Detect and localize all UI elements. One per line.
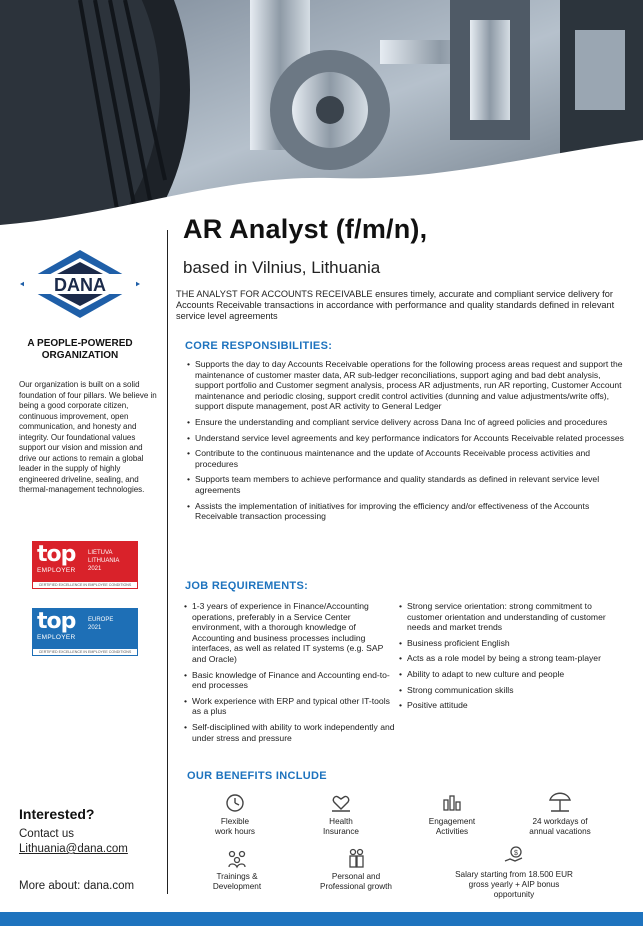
requirements-list-right bbox=[398, 601, 618, 716]
column-divider bbox=[167, 230, 168, 894]
list-item: • Self-disciplined with ability to work independently and under stress and pressure bbox=[183, 722, 399, 743]
job-intro: THE ANALYST FOR ACCOUNTS RECEIVABLE ensures timely, accurate and compliant service delivery for Accounts Receivable transactions in accordance with performance and quality standards defined in relevant service level agreements bbox=[176, 289, 615, 321]
clock-icon bbox=[224, 792, 246, 814]
dana-logo bbox=[18, 248, 142, 320]
interested-heading: Interested? bbox=[19, 806, 95, 822]
svg-text:$: $ bbox=[514, 850, 518, 857]
list-item: • Strong service orientation: strong commitment to customer orientation and understanding of customer needs and market trends bbox=[398, 601, 618, 633]
list-item: • Contribute to the continuous maintenance and the update of Accounts Receivable process activities and procedures bbox=[186, 448, 626, 469]
list-item: • Assists the implementation of initiatives for improving the efficiency and/or effectiveness of the Accounts Receivable transaction processing bbox=[186, 501, 626, 522]
list-item: • Supports the day to day Accounts Receivable operations for the following process areas request and support the maintenance of customer master data, AR sub-ledger reconciliations, support aging and bad debt analysis, support portfolio and Customer segment analysis, process AR adjustments, run AR reporting, Customer Account maintenance and periodic closing, support credit control activities (dunning and value adjustments/write offs), support dispute management, post AR activity to General Ledger bbox=[186, 359, 626, 412]
training-icon bbox=[226, 847, 248, 869]
email-link[interactable]: Lithuania@dana.com bbox=[19, 843, 128, 855]
benefits-heading: OUR BENEFITS INCLUDE bbox=[187, 770, 327, 782]
contact-label: Contact us bbox=[19, 828, 74, 840]
organization-description: Our organization is built on a solid foundation of four pillars. We believe in being a good corporate citizen, continuous improvement, open communication, and honesty and integrity. Our foundational values support our vision and mission and drive our actions to remain a global leader in the supply of highly engineered driveline, sealing, and thermal-management technologies. bbox=[19, 380, 157, 494]
list-item: • Basic knowledge of Finance and Accounting end-to-end processes bbox=[183, 670, 399, 691]
list-item: • Acts as a role model by being a strong team-player bbox=[398, 653, 618, 664]
footer-bar bbox=[0, 912, 643, 926]
job-requirements-heading: JOB REQUIREMENTS: bbox=[185, 580, 309, 592]
benefit-salary: $ Salary starting from 18.500 EUR gross yearly + AIP bonus opportunity bbox=[440, 845, 588, 900]
requirements-list-left bbox=[183, 601, 399, 748]
top-employer-lithuania-badge: top EMPLOYER LIETUVA LITHUANIA 2021 CERTIFIED EXCELLENCE IN EMPLOYEE CONDITIONS bbox=[32, 541, 138, 589]
beach-umbrella-icon bbox=[547, 788, 573, 814]
list-item: • Understand service level agreements and key performance indicators for Accounts Receivable related processes bbox=[186, 433, 626, 444]
list-item: • Positive attitude bbox=[398, 700, 618, 711]
job-location: based in Vilnius, Lithuania bbox=[183, 258, 381, 277]
list-item: • Ability to adapt to new culture and people bbox=[398, 669, 618, 680]
core-responsibilities-heading: CORE RESPONSIBILITIES: bbox=[185, 340, 333, 352]
top-employer-europe-badge: top EMPLOYER EUROPE 2021 CERTIFIED EXCELLENCE IN EMPLOYEE CONDITIONS bbox=[32, 608, 138, 656]
health-icon bbox=[330, 792, 352, 814]
logo-text: DANA bbox=[54, 275, 106, 295]
job-title: AR Analyst (f/m/n), bbox=[183, 214, 428, 244]
benefit-health-insurance: Health Insurance bbox=[296, 792, 386, 837]
benefit-trainings: Trainings & Development bbox=[192, 847, 282, 892]
benefit-flexible-hours: Flexible work hours bbox=[190, 792, 280, 837]
engagement-icon bbox=[441, 792, 463, 814]
list-item: • Supports team members to achieve performance and quality standards as defined in relevant service level agreements bbox=[186, 474, 626, 495]
benefit-growth: Personal and Professional growth bbox=[306, 847, 406, 892]
growth-icon bbox=[345, 847, 367, 869]
list-item: • Business proficient English bbox=[398, 638, 618, 649]
benefit-engagement: Engagement Activities bbox=[408, 792, 496, 837]
core-responsibilities-list bbox=[186, 359, 626, 527]
benefit-vacations: 24 workdays of annual vacations bbox=[510, 788, 610, 837]
hero-image bbox=[0, 0, 643, 240]
list-item: • Strong communication skills bbox=[398, 685, 618, 696]
salary-icon bbox=[503, 845, 525, 867]
list-item: • Ensure the understanding and compliant service delivery across Dana Inc of agreed policies and procedures bbox=[186, 417, 626, 428]
list-item: • 1-3 years of experience in Finance/Accounting operations, preferably in a Service Center environment, with a thorough knowledge of Accounting and business processes including interfaces, as well as related IT systems (e.g. SAP and Oracle) bbox=[183, 601, 399, 665]
more-about-link[interactable]: More about: dana.com bbox=[19, 880, 135, 892]
tagline: A PEOPLE-POWERED ORGANIZATION bbox=[27, 338, 133, 361]
list-item: • Work experience with ERP and typical other IT-tools as a plus bbox=[183, 696, 399, 717]
